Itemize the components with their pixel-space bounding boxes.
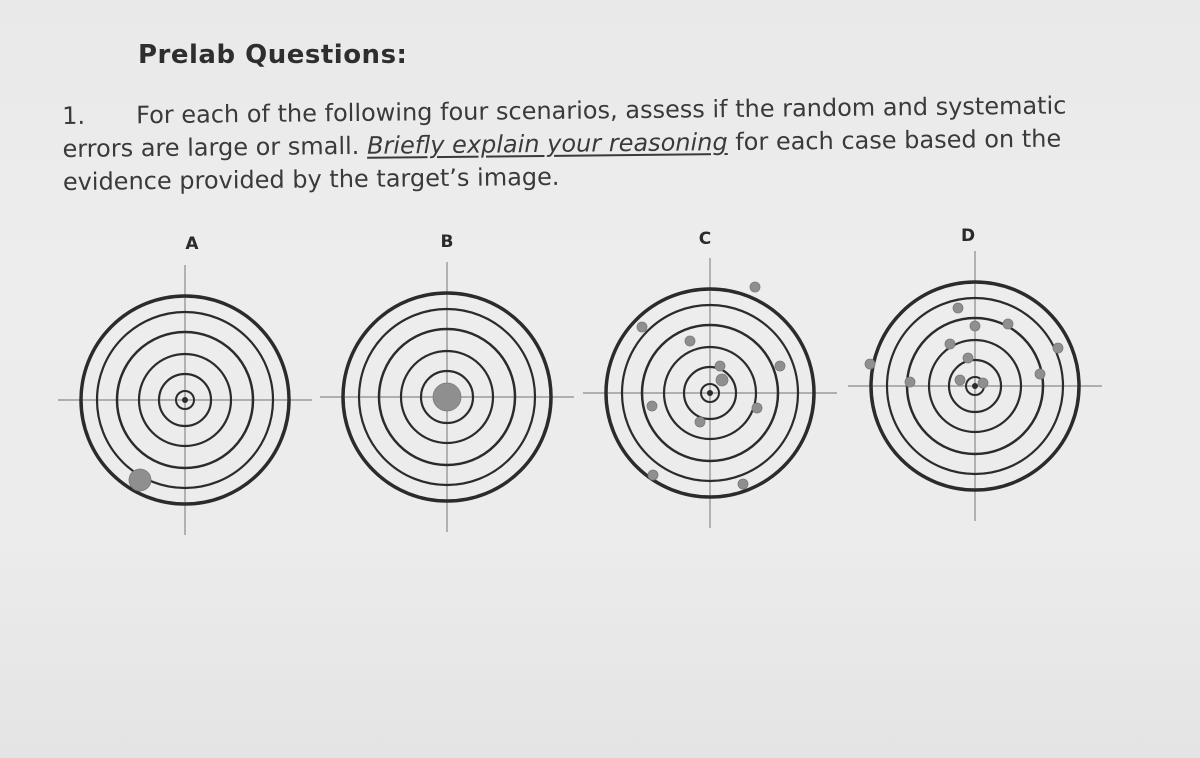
target-c-shot-mark <box>637 322 647 332</box>
question-text-before: For each of the following four scenarios, assess if the random and systematic errors are large or small. <box>62 91 1067 163</box>
target-d-shot-mark <box>955 375 965 385</box>
target-c-shot-mark <box>738 479 748 489</box>
target-b-shot-mark <box>433 383 461 411</box>
target-label-c: C <box>698 229 712 249</box>
target-a-center-dot <box>182 397 188 403</box>
question-number: 1. <box>62 101 86 130</box>
section-heading: Prelab Questions: <box>138 40 408 70</box>
question-text-after: for each case based on the evidence provided by the target’s image. <box>62 124 1062 196</box>
target-d-center-dot <box>972 383 978 389</box>
target-d-shot-mark <box>953 303 963 313</box>
target-a-shot-mark <box>129 469 151 491</box>
target-d-shot-mark <box>1053 343 1063 353</box>
target-d-shot-mark <box>1003 319 1013 329</box>
target-d-shot-mark <box>963 353 973 363</box>
target-c-shot-mark <box>695 417 705 427</box>
target-c-shot-mark <box>752 403 762 413</box>
target-d-shot-mark <box>1035 369 1045 379</box>
target-label-b: B <box>440 232 454 252</box>
target-c-shot-mark <box>648 470 658 480</box>
target-d-shot-mark <box>970 321 980 331</box>
question-underlined-text: Briefly explain your reasoning <box>366 128 728 160</box>
target-d-shot-mark <box>905 377 915 387</box>
target-d-shot-mark <box>865 359 875 369</box>
target-d-shot-mark <box>978 378 988 388</box>
target-d-shot-mark <box>945 339 955 349</box>
target-c-shot-mark <box>775 361 785 371</box>
target-c-shot-mark <box>716 374 728 386</box>
target-label-a: A <box>185 234 199 254</box>
target-c-center-dot <box>707 390 713 396</box>
target-c-shot-mark <box>715 361 725 371</box>
target-c-shot-mark <box>685 336 695 346</box>
target-c-shot-mark <box>647 401 657 411</box>
target-label-d: D <box>960 226 976 246</box>
target-c-shot-mark <box>750 282 760 292</box>
